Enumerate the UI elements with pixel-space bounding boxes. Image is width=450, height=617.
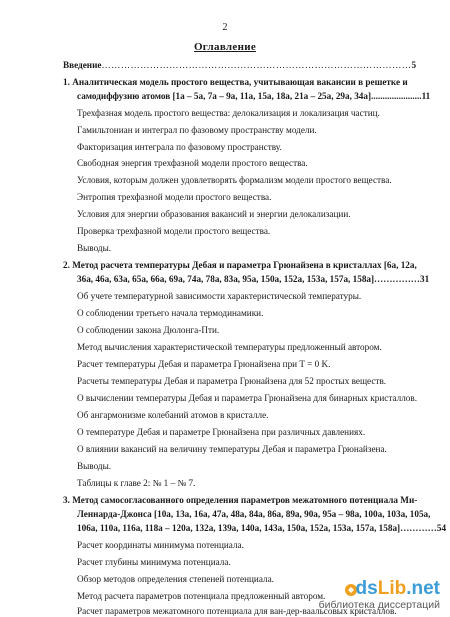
toc-ch2-item[interactable]: Об ангармонизме колебаний атомов в кристалле. <box>77 410 269 420</box>
toc-intro[interactable] <box>63 60 416 71</box>
toc-ch1-item[interactable]: Условия, которым должен удовлетворять формализм модели простого вещества. <box>77 175 392 185</box>
toc-chapter2-line1[interactable]: 2. Метод расчета температуры Дебая и параметра Грюнайзена в кристаллах [6а, 12а, <box>63 260 417 270</box>
toc-intro-dots: …………………………………………………………………………………… <box>101 60 412 70</box>
toc-ch1-item[interactable]: Трехфазная модель простого вещества: делокализация и локализация частиц. <box>77 108 380 118</box>
toc-ch2-item[interactable]: О влиянии вакансий на величину температуры Дебая и параметра Грюнайзена. <box>77 444 387 454</box>
toc-chapter3-line1[interactable]: 3. Метод самосогласованного определения параметров межатомного потенциала Ми- <box>63 495 418 505</box>
toc-ch3-item[interactable]: Обзор методов определения степеней потенциала. <box>77 574 274 584</box>
toc-ch3-item[interactable]: Метод расчета параметров потенциала предложенный автором. <box>77 591 326 601</box>
watermark-subtitle: библиотека диссертаций <box>318 599 440 611</box>
toc-ch1-item[interactable]: Энтропия трехфазной модели простого вещества. <box>77 192 272 202</box>
toc-ch3-item[interactable]: Расчет координаты минимума потенциала. <box>77 540 244 550</box>
brand-ds: ds <box>355 578 378 599</box>
toc-ch3-item[interactable]: Расчет глубины минимума потенциала. <box>77 557 231 567</box>
toc-ch2-item[interactable]: Выводы. <box>77 461 112 471</box>
toc-ch2-item[interactable]: Расчет температуры Дебая и параметра Грюнайзена при T = 0 K. <box>77 359 331 369</box>
toc-chapter1-line1[interactable]: 1. Аналитическая модель простого вещества, учитывающая вакансии в решетке и <box>63 77 408 87</box>
toc-chapter3-line2[interactable]: Леннарда-Джонса [10а, 13а, 16а, 47а, 48а, 84а, 86а, 89а, 90а, 95а – 98а, 100а, 103а, 105а, <box>77 509 431 519</box>
page-number: 2 <box>222 22 228 33</box>
page-title: Оглавление <box>193 41 257 53</box>
brand-net: .net <box>406 578 440 599</box>
watermark-brand <box>319 579 440 599</box>
toc-ch1-item[interactable]: Проверка трехфазной модели простого вещества. <box>77 226 271 236</box>
brand-lib: Lib <box>377 578 407 599</box>
toc-ch1-item[interactable]: Выводы. <box>77 243 112 253</box>
toc-ch3-item[interactable]: Расчет параметров межатомного потенциала для ван-дер-ваальсовых кристаллов. <box>77 606 397 616</box>
toc-intro-text: Введение <box>63 60 102 70</box>
toc-ch1-item[interactable]: Факторизация интеграла по фазовому пространству. <box>77 142 282 152</box>
toc-chapter2-line2[interactable]: 36а, 46а, 63а, 65а, 66а, 69а, 74а, 78а, 83а, 95а, 150а, 152а, 153а, 157а, 158а]……………31 <box>77 274 430 284</box>
watermark[interactable] <box>319 579 440 611</box>
toc-ch2-item[interactable]: Об учете температурной зависимости характеристической температуры. <box>77 291 362 301</box>
toc-chapter1-line2[interactable]: самодиффузию атомов [1а – 5а, 7а – 9а, 11а, 15а, 18а, 21а – 25а, 29а, 34а]......................11 <box>77 91 431 101</box>
toc-ch2-item[interactable]: Расчеты температуры Дебая и параметра Грюнайзена для 52 простых веществ. <box>77 376 387 386</box>
toc-ch1-item[interactable]: Условия для энергии образования вакансий и энергии делокализации. <box>77 209 351 219</box>
toc-ch2-item[interactable]: О температуре Дебая и параметре Грюнайзена при различных давлениях. <box>77 427 366 437</box>
toc-ch1-item[interactable]: Гамильтониан и интеграл по фазовому пространству модели. <box>77 125 317 135</box>
toc-chapter3-line3[interactable]: 106а, 110а, 116а, 118а – 120а, 132а, 139а, 140а, 143а, 150а, 152а, 153а, 157а, 158а]…………54 <box>77 523 447 533</box>
toc-ch1-item[interactable]: Свободная энергия трехфазной модели простого вещества. <box>77 158 308 168</box>
toc-ch2-item[interactable]: О соблюдении третьего начала термодинамики. <box>77 308 264 318</box>
toc-intro-page: 5 <box>411 60 417 70</box>
toc-ch2-item[interactable]: О соблюдении закона Дюлонга-Пти. <box>77 325 220 335</box>
toc-ch2-item[interactable]: Таблицы к главе 2: № 1 – № 7. <box>77 478 196 488</box>
toc-ch2-item[interactable]: Метод вычисления характеристической температуры предложенный автором. <box>77 342 382 352</box>
toc-ch2-item[interactable]: О вычислении температуры Дебая и параметра Грюнайзена для бинарных кристаллов. <box>77 393 418 403</box>
